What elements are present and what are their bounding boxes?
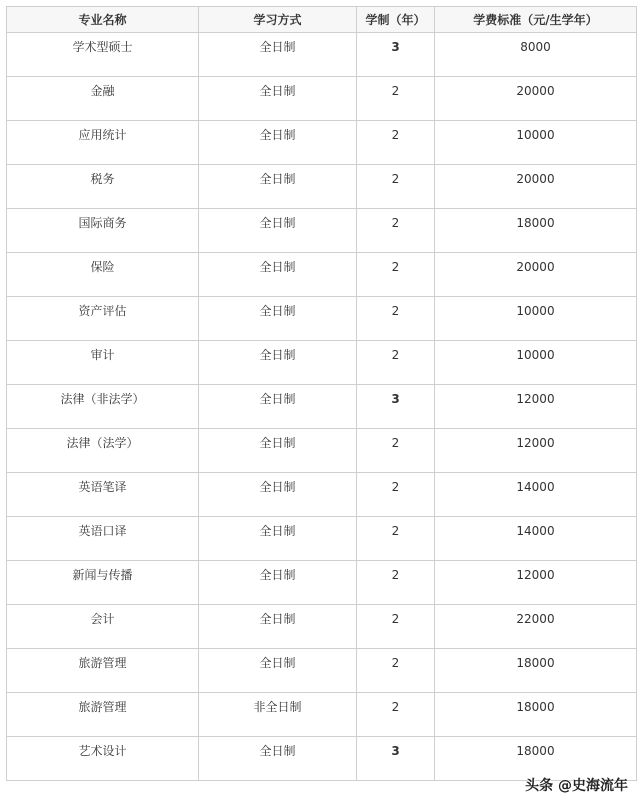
- cell-major-name: 税务: [7, 165, 199, 209]
- cell-duration: 2: [357, 77, 435, 121]
- cell-duration: 2: [357, 209, 435, 253]
- cell-duration: 2: [357, 561, 435, 605]
- cell-tuition: 18000: [435, 649, 637, 693]
- cell-major-name: 旅游管理: [7, 693, 199, 737]
- cell-major-name: 应用统计: [7, 121, 199, 165]
- table-row: [7, 649, 637, 693]
- cell-tuition: 20000: [435, 253, 637, 297]
- cell-study-mode: 全日制: [199, 649, 357, 693]
- cell-tuition: 22000: [435, 605, 637, 649]
- cell-tuition: 18000: [435, 693, 637, 737]
- table-row: [7, 605, 637, 649]
- cell-duration: 2: [357, 693, 435, 737]
- table-row: [7, 429, 637, 473]
- cell-tuition: 10000: [435, 341, 637, 385]
- cell-study-mode: 全日制: [199, 121, 357, 165]
- cell-tuition: 8000: [435, 33, 637, 77]
- cell-duration: 2: [357, 341, 435, 385]
- cell-tuition: 20000: [435, 77, 637, 121]
- cell-duration: 2: [357, 121, 435, 165]
- cell-duration: 2: [357, 297, 435, 341]
- cell-major-name: 法律（法学）: [7, 429, 199, 473]
- header-tuition: 学费标准（元/生学年）: [435, 7, 637, 33]
- header-study-mode: 学习方式: [199, 7, 357, 33]
- cell-duration: 2: [357, 429, 435, 473]
- cell-major-name: 保险: [7, 253, 199, 297]
- cell-tuition: 12000: [435, 429, 637, 473]
- cell-major-name: 会计: [7, 605, 199, 649]
- cell-study-mode: 全日制: [199, 297, 357, 341]
- table-row: [7, 341, 637, 385]
- header-major-name: 专业名称: [7, 7, 199, 33]
- cell-tuition: 14000: [435, 517, 637, 561]
- cell-major-name: 新闻与传播: [7, 561, 199, 605]
- table-row: [7, 165, 637, 209]
- cell-study-mode: 全日制: [199, 385, 357, 429]
- cell-study-mode: 全日制: [199, 429, 357, 473]
- cell-duration: 3: [357, 737, 435, 781]
- table-header: [7, 7, 637, 33]
- cell-major-name: 学术型硕士: [7, 33, 199, 77]
- cell-major-name: 法律（非法学）: [7, 385, 199, 429]
- cell-major-name: 英语口译: [7, 517, 199, 561]
- cell-study-mode: 全日制: [199, 737, 357, 781]
- cell-duration: 2: [357, 605, 435, 649]
- cell-tuition: 18000: [435, 737, 637, 781]
- cell-duration: 2: [357, 473, 435, 517]
- cell-study-mode: 全日制: [199, 561, 357, 605]
- table-row: [7, 209, 637, 253]
- cell-study-mode: 全日制: [199, 33, 357, 77]
- cell-tuition: 12000: [435, 385, 637, 429]
- cell-major-name: 艺术设计: [7, 737, 199, 781]
- cell-study-mode: 全日制: [199, 517, 357, 561]
- cell-tuition: 10000: [435, 121, 637, 165]
- cell-tuition: 14000: [435, 473, 637, 517]
- header-duration: 学制（年）: [357, 7, 435, 33]
- cell-duration: 2: [357, 253, 435, 297]
- table-row: [7, 33, 637, 77]
- table-row: [7, 561, 637, 605]
- cell-duration: 3: [357, 385, 435, 429]
- table-body: [7, 33, 637, 781]
- cell-major-name: 国际商务: [7, 209, 199, 253]
- cell-duration: 3: [357, 33, 435, 77]
- header-row: [7, 7, 637, 33]
- cell-study-mode: 全日制: [199, 165, 357, 209]
- cell-duration: 2: [357, 649, 435, 693]
- cell-study-mode: 全日制: [199, 77, 357, 121]
- table-row: [7, 737, 637, 781]
- table-row: [7, 385, 637, 429]
- table-row: [7, 517, 637, 561]
- table-row: [7, 77, 637, 121]
- cell-major-name: 旅游管理: [7, 649, 199, 693]
- cell-tuition: 20000: [435, 165, 637, 209]
- tuition-table: [6, 6, 637, 781]
- table-row: [7, 297, 637, 341]
- cell-tuition: 18000: [435, 209, 637, 253]
- cell-study-mode: 全日制: [199, 473, 357, 517]
- watermark: 头条 @史海流年: [525, 778, 628, 794]
- cell-major-name: 资产评估: [7, 297, 199, 341]
- table-row: [7, 693, 637, 737]
- cell-major-name: 审计: [7, 341, 199, 385]
- table-row: [7, 473, 637, 517]
- table-row: [7, 253, 637, 297]
- cell-tuition: 10000: [435, 297, 637, 341]
- cell-study-mode: 全日制: [199, 253, 357, 297]
- cell-major-name: 英语笔译: [7, 473, 199, 517]
- cell-study-mode: 全日制: [199, 341, 357, 385]
- cell-duration: 2: [357, 517, 435, 561]
- cell-duration: 2: [357, 165, 435, 209]
- table-row: [7, 121, 637, 165]
- cell-study-mode: 全日制: [199, 605, 357, 649]
- cell-tuition: 12000: [435, 561, 637, 605]
- cell-major-name: 金融: [7, 77, 199, 121]
- cell-study-mode: 非全日制: [199, 693, 357, 737]
- cell-study-mode: 全日制: [199, 209, 357, 253]
